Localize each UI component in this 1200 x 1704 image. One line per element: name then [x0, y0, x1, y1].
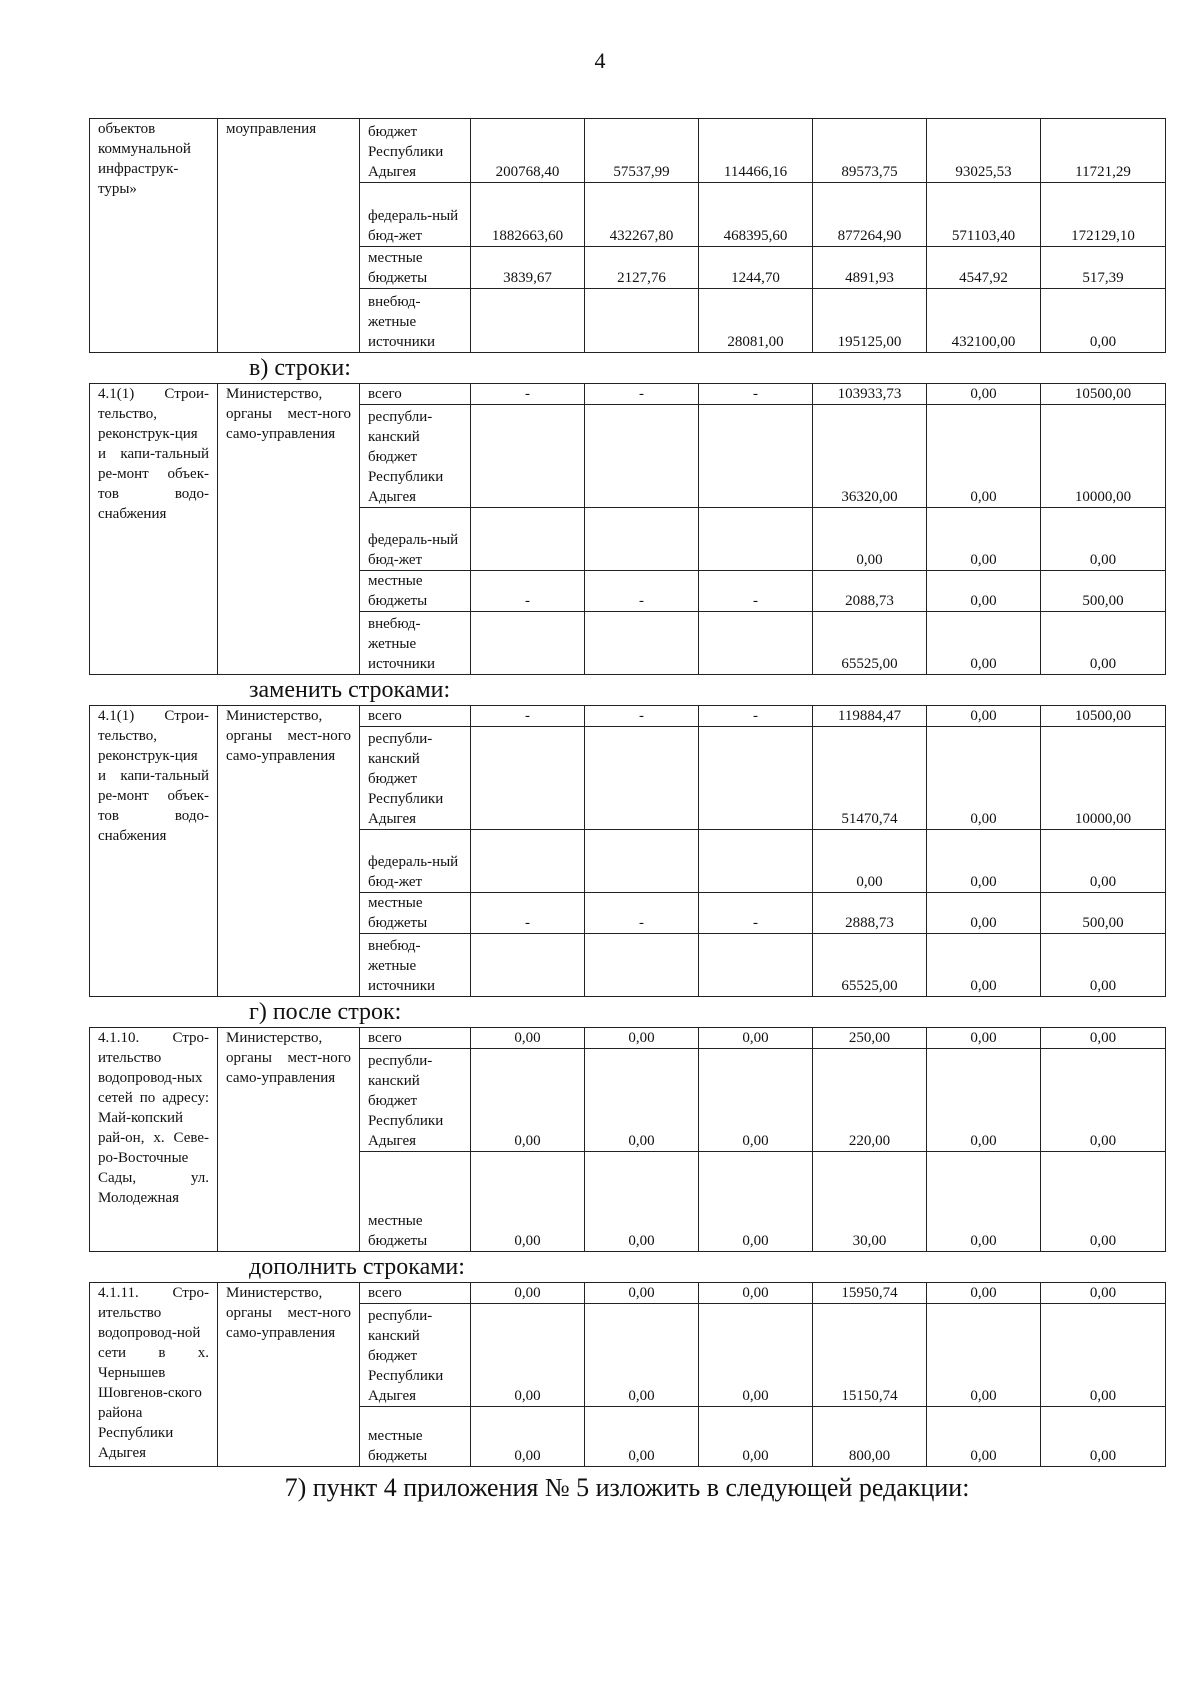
- executor-cell: моуправления: [218, 119, 360, 353]
- amount-cell: 0,00: [927, 571, 1041, 612]
- funding-source-cell: федераль-ный бюд-жет: [360, 508, 471, 571]
- funding-source-cell: республи-канский бюджет Республики Адыгея: [360, 727, 471, 830]
- amount-cell: 89573,75: [813, 119, 927, 183]
- amount-cell: [699, 612, 813, 675]
- amount-cell: 877264,90: [813, 183, 927, 247]
- closing-paragraph: 7) пункт 4 приложения № 5 изложить в следующей редакции:: [284, 1473, 970, 1502]
- funding-source-cell: внебюд-жетные источники: [360, 612, 471, 675]
- funding-source-cell: местные бюджеты: [360, 1152, 471, 1252]
- funding-source-cell: всего: [360, 706, 471, 727]
- amount-cell: 30,00: [813, 1152, 927, 1252]
- amount-cell: 0,00: [927, 612, 1041, 675]
- amount-cell: [471, 934, 585, 997]
- amount-cell: 10500,00: [1041, 384, 1166, 405]
- amount-cell: 0,00: [813, 508, 927, 571]
- amount-cell: -: [471, 893, 585, 934]
- amount-cell: -: [471, 384, 585, 405]
- amount-cell: 0,00: [927, 1049, 1041, 1152]
- amount-cell: 0,00: [585, 1028, 699, 1049]
- amount-cell: 0,00: [1041, 830, 1166, 893]
- amount-cell: 4891,93: [813, 247, 927, 289]
- amount-cell: -: [471, 571, 585, 612]
- amount-cell: 0,00: [585, 1283, 699, 1304]
- amount-cell: 0,00: [699, 1283, 813, 1304]
- amount-cell: 51470,74: [813, 727, 927, 830]
- amount-cell: 93025,53: [927, 119, 1041, 183]
- object-name-cell: 4.1(1) Строи-тельство, реконструк-ция и капи-тальный ре-монт объек-тов водо-снабжения: [90, 706, 218, 997]
- amount-cell: [699, 508, 813, 571]
- heading-replace: заменить строками:: [249, 677, 451, 703]
- amount-cell: [699, 727, 813, 830]
- amount-cell: 800,00: [813, 1407, 927, 1467]
- amount-cell: 0,00: [471, 1407, 585, 1467]
- amount-cell: -: [585, 706, 699, 727]
- amount-cell: 0,00: [927, 1304, 1041, 1407]
- funding-source-cell: всего: [360, 1028, 471, 1049]
- amount-cell: 0,00: [927, 1152, 1041, 1252]
- amount-cell: 2088,73: [813, 571, 927, 612]
- heading-v: в) строки:: [249, 355, 351, 381]
- amount-cell: -: [699, 571, 813, 612]
- amount-cell: 11721,29: [1041, 119, 1166, 183]
- amount-cell: 0,00: [1041, 1152, 1166, 1252]
- heading-after: г) после строк:: [249, 999, 402, 1025]
- page-number: 4: [594, 48, 606, 73]
- amount-cell: -: [699, 893, 813, 934]
- amount-cell: [471, 405, 585, 508]
- amount-cell: 172129,10: [1041, 183, 1166, 247]
- amount-cell: [585, 405, 699, 508]
- executor-cell: Министерство, органы мест-ного само-управления: [218, 1283, 360, 1467]
- table-row: [90, 1028, 1166, 1049]
- amount-cell: 3839,67: [471, 247, 585, 289]
- amount-cell: 500,00: [1041, 893, 1166, 934]
- executor-cell: Министерство, органы мест-ного само-управления: [218, 706, 360, 997]
- amount-cell: 0,00: [1041, 612, 1166, 675]
- amount-cell: [699, 934, 813, 997]
- amount-cell: 0,00: [699, 1049, 813, 1152]
- object-name-cell: 4.1.11. Стро-ительство водопровод-ной сети в х. Чернышев Шовгенов-ского района Республики Адыгея: [90, 1283, 218, 1467]
- amount-cell: 36320,00: [813, 405, 927, 508]
- amount-cell: 15950,74: [813, 1283, 927, 1304]
- amount-cell: -: [585, 893, 699, 934]
- amount-cell: [585, 508, 699, 571]
- amount-cell: 0,00: [699, 1152, 813, 1252]
- amount-cell: 10000,00: [1041, 405, 1166, 508]
- table-new-rows: [89, 705, 1166, 997]
- amount-cell: 517,39: [1041, 247, 1166, 289]
- funding-source-cell: местные бюджеты: [360, 893, 471, 934]
- amount-cell: -: [699, 384, 813, 405]
- amount-cell: [471, 727, 585, 830]
- funding-source-cell: местные бюджеты: [360, 247, 471, 289]
- amount-cell: 2127,76: [585, 247, 699, 289]
- table-continuation: [89, 118, 1166, 353]
- amount-cell: 0,00: [927, 405, 1041, 508]
- funding-source-cell: внебюд-жетные источники: [360, 289, 471, 353]
- amount-cell: [585, 830, 699, 893]
- table-old-rows: [89, 383, 1166, 675]
- amount-cell: 0,00: [471, 1049, 585, 1152]
- funding-source-cell: всего: [360, 1283, 471, 1304]
- amount-cell: 0,00: [585, 1407, 699, 1467]
- amount-cell: -: [585, 571, 699, 612]
- funding-source-cell: республи-канский бюджет Республики Адыгея: [360, 1304, 471, 1407]
- amount-cell: 571103,40: [927, 183, 1041, 247]
- amount-cell: 0,00: [699, 1304, 813, 1407]
- funding-source-cell: местные бюджеты: [360, 1407, 471, 1467]
- funding-source-cell: внебюд-жетные источники: [360, 934, 471, 997]
- amount-cell: 65525,00: [813, 934, 927, 997]
- amount-cell: 28081,00: [699, 289, 813, 353]
- funding-source-cell: бюджет Республики Адыгея: [360, 119, 471, 183]
- amount-cell: -: [471, 706, 585, 727]
- amount-cell: 0,00: [927, 384, 1041, 405]
- amount-cell: 0,00: [927, 1407, 1041, 1467]
- amount-cell: [699, 405, 813, 508]
- amount-cell: 1244,70: [699, 247, 813, 289]
- amount-cell: 0,00: [585, 1049, 699, 1152]
- amount-cell: 15150,74: [813, 1304, 927, 1407]
- amount-cell: [585, 612, 699, 675]
- amount-cell: [471, 830, 585, 893]
- document-body: [89, 118, 1165, 1505]
- amount-cell: 0,00: [1041, 1407, 1166, 1467]
- amount-cell: 220,00: [813, 1049, 927, 1152]
- funding-source-cell: республи-канский бюджет Республики Адыгея: [360, 1049, 471, 1152]
- amount-cell: 4547,92: [927, 247, 1041, 289]
- amount-cell: 0,00: [1041, 1049, 1166, 1152]
- executor-cell: Министерство, органы мест-ного само-управления: [218, 1028, 360, 1252]
- amount-cell: -: [585, 384, 699, 405]
- amount-cell: [585, 934, 699, 997]
- amount-cell: 0,00: [927, 1028, 1041, 1049]
- amount-cell: 0,00: [927, 934, 1041, 997]
- table-row: [90, 384, 1166, 405]
- amount-cell: 0,00: [585, 1152, 699, 1252]
- amount-cell: 0,00: [471, 1028, 585, 1049]
- table-after-rows: [89, 1027, 1166, 1252]
- executor-cell: Министерство, органы мест-ного само-управления: [218, 384, 360, 675]
- amount-cell: 0,00: [471, 1304, 585, 1407]
- amount-cell: 0,00: [585, 1304, 699, 1407]
- funding-source-cell: местные бюджеты: [360, 571, 471, 612]
- amount-cell: 0,00: [927, 706, 1041, 727]
- amount-cell: [471, 289, 585, 353]
- amount-cell: 0,00: [471, 1283, 585, 1304]
- amount-cell: 0,00: [813, 830, 927, 893]
- amount-cell: 195125,00: [813, 289, 927, 353]
- amount-cell: 200768,40: [471, 119, 585, 183]
- amount-cell: 0,00: [927, 1283, 1041, 1304]
- amount-cell: [699, 830, 813, 893]
- funding-source-cell: федераль-ный бюд-жет: [360, 183, 471, 247]
- amount-cell: 0,00: [1041, 1283, 1166, 1304]
- amount-cell: 0,00: [1041, 934, 1166, 997]
- object-name-cell: объектов коммунальной инфраструк-туры»: [90, 119, 218, 353]
- funding-source-cell: всего: [360, 384, 471, 405]
- amount-cell: 0,00: [1041, 1028, 1166, 1049]
- amount-cell: 0,00: [927, 893, 1041, 934]
- amount-cell: 10000,00: [1041, 727, 1166, 830]
- amount-cell: 468395,60: [699, 183, 813, 247]
- amount-cell: 0,00: [927, 830, 1041, 893]
- amount-cell: 0,00: [1041, 508, 1166, 571]
- amount-cell: [585, 289, 699, 353]
- amount-cell: 103933,73: [813, 384, 927, 405]
- amount-cell: -: [699, 706, 813, 727]
- amount-cell: 0,00: [927, 727, 1041, 830]
- amount-cell: 2888,73: [813, 893, 927, 934]
- funding-source-cell: федераль-ный бюд-жет: [360, 830, 471, 893]
- amount-cell: [471, 508, 585, 571]
- amount-cell: 500,00: [1041, 571, 1166, 612]
- amount-cell: 0,00: [699, 1028, 813, 1049]
- object-name-cell: 4.1(1) Строи-тельство, реконструк-ция и капи-тальный ре-монт объек-тов водо-снабжения: [90, 384, 218, 675]
- amount-cell: 0,00: [1041, 1304, 1166, 1407]
- amount-cell: 0,00: [927, 508, 1041, 571]
- amount-cell: 432100,00: [927, 289, 1041, 353]
- table-row: [90, 1283, 1166, 1304]
- amount-cell: 119884,47: [813, 706, 927, 727]
- funding-source-cell: республи-канский бюджет Республики Адыгея: [360, 405, 471, 508]
- amount-cell: [471, 612, 585, 675]
- amount-cell: [585, 727, 699, 830]
- amount-cell: 0,00: [1041, 289, 1166, 353]
- heading-add: дополнить строками:: [249, 1254, 465, 1280]
- object-name-cell: 4.1.10. Стро-ительство водопровод-ных сетей по адресу: Май-копский рай-он, х. Севе-ро-Восточные Сады, ул. Молодежная: [90, 1028, 218, 1252]
- amount-cell: 250,00: [813, 1028, 927, 1049]
- table-row: [90, 706, 1166, 727]
- table-added-rows: [89, 1282, 1166, 1467]
- amount-cell: 10500,00: [1041, 706, 1166, 727]
- amount-cell: 0,00: [699, 1407, 813, 1467]
- amount-cell: 114466,16: [699, 119, 813, 183]
- table-row: [90, 119, 1166, 183]
- amount-cell: 1882663,60: [471, 183, 585, 247]
- amount-cell: 0,00: [471, 1152, 585, 1252]
- amount-cell: 432267,80: [585, 183, 699, 247]
- amount-cell: 57537,99: [585, 119, 699, 183]
- amount-cell: 65525,00: [813, 612, 927, 675]
